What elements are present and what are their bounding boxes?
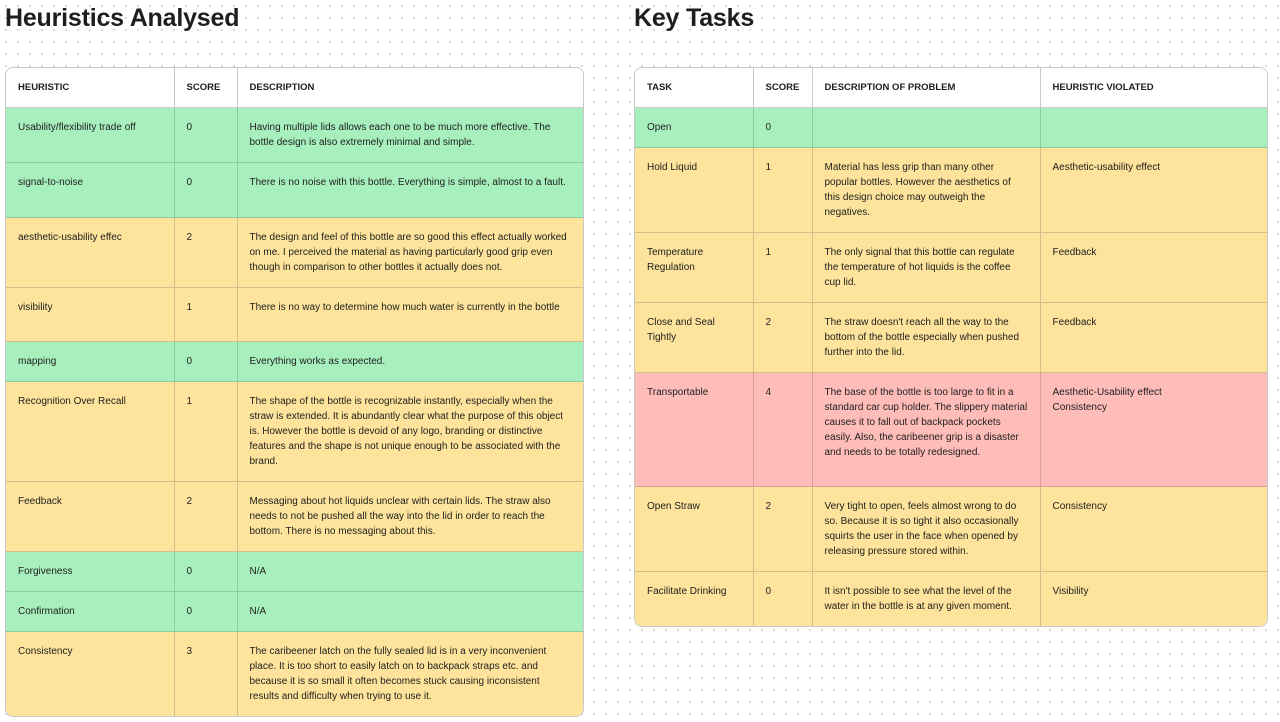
header-score: SCORE xyxy=(174,68,237,107)
header-description-of-problem: DESCRIPTION OF PROBLEM xyxy=(812,68,1040,107)
task-description: The only signal that this bottle can regulate the temperature of hot liquids is the coffee cup lid. xyxy=(812,232,1040,302)
tasks-header-row xyxy=(635,68,1267,107)
heuristic-description: Everything works as expected. xyxy=(237,341,583,381)
task-heuristic-violated: Feedback xyxy=(1040,302,1267,372)
heuristic-row[interactable] xyxy=(6,551,583,591)
heuristic-score: 2 xyxy=(174,481,237,551)
task-heuristic-violated: Consistency xyxy=(1040,486,1267,571)
task-row[interactable] xyxy=(635,147,1267,232)
task-score: 0 xyxy=(753,571,812,626)
heuristic-description: The caribeener latch on the fully sealed lid is in a very inconvenient place. It is too short to easily latch on to backpack straps etc. and because it is so small it often becomes stuck causing inconsistent results and difficulty when trying to use it. xyxy=(237,631,583,716)
heuristic-score: 1 xyxy=(174,287,237,341)
task-name: Hold Liquid xyxy=(635,147,753,232)
task-description: The base of the bottle is too large to fit in a standard car cup holder. The slippery material causes it to fall out of backpack pockets easily. Also, the caribeener grip is a disaster and needs to be totally redesigned. xyxy=(812,372,1040,486)
header-score: SCORE xyxy=(753,68,812,107)
task-name: Facilitate Drinking xyxy=(635,571,753,626)
heuristic-description: The shape of the bottle is recognizable instantly, especially when the straw is extended. It is abundantly clear what the purpose of this object is. However the bottle is devoid of any logo, branding or distinctive features and the shape is not unique enough to be associated with the brand. xyxy=(237,381,583,481)
heuristic-score: 0 xyxy=(174,162,237,217)
heuristic-row[interactable] xyxy=(6,287,583,341)
heuristic-description: Messaging about hot liquids unclear with certain lids. The straw also needs to not be pushed all the way into the lid in order to reach the bottom. There is no messaging about this. xyxy=(237,481,583,551)
heuristic-row[interactable] xyxy=(6,631,583,716)
heuristics-title: Heuristics Analysed xyxy=(5,4,240,32)
task-description xyxy=(812,107,1040,147)
heuristic-score: 3 xyxy=(174,631,237,716)
task-heuristic-violated: Visibility xyxy=(1040,571,1267,626)
heuristic-row[interactable] xyxy=(6,162,583,217)
task-row[interactable] xyxy=(635,486,1267,571)
task-heuristic-violated xyxy=(1040,107,1267,147)
heuristics-table-card xyxy=(5,67,584,717)
tasks-table xyxy=(635,68,1267,626)
task-row[interactable] xyxy=(635,232,1267,302)
heuristic-name: aesthetic-usability effec xyxy=(6,217,174,287)
task-description: Very tight to open, feels almost wrong to do so. Because it is so tight it also occasionally squirts the user in the face when opened by releasing pressure stored within. xyxy=(812,486,1040,571)
header-heuristic: HEURISTIC xyxy=(6,68,174,107)
task-description: It isn't possible to see what the level of the water in the bottle is at any given moment. xyxy=(812,571,1040,626)
task-row[interactable] xyxy=(635,571,1267,626)
heuristic-score: 0 xyxy=(174,107,237,162)
task-name: Transportable xyxy=(635,372,753,486)
task-heuristic-violated: Feedback xyxy=(1040,232,1267,302)
heuristic-name: Feedback xyxy=(6,481,174,551)
task-row[interactable] xyxy=(635,107,1267,147)
heuristic-name: mapping xyxy=(6,341,174,381)
task-heuristic-violated: Aesthetic-usability effect xyxy=(1040,147,1267,232)
heuristic-description: N/A xyxy=(237,591,583,631)
task-row[interactable] xyxy=(635,372,1267,486)
heuristic-row[interactable] xyxy=(6,381,583,481)
heuristic-row[interactable] xyxy=(6,481,583,551)
task-score: 1 xyxy=(753,232,812,302)
task-name: Temperature Regulation xyxy=(635,232,753,302)
heuristic-description: There is no noise with this bottle. Everything is simple, almost to a fault. xyxy=(237,162,583,217)
heuristic-description: N/A xyxy=(237,551,583,591)
task-score: 2 xyxy=(753,302,812,372)
heuristic-name: Forgiveness xyxy=(6,551,174,591)
task-description: Material has less grip than many other popular bottles. However the aesthetics of this design choice may outweigh the negatives. xyxy=(812,147,1040,232)
heuristic-row[interactable] xyxy=(6,341,583,381)
heuristic-score: 0 xyxy=(174,591,237,631)
heuristic-score: 0 xyxy=(174,551,237,591)
heuristic-name: Recognition Over Recall xyxy=(6,381,174,481)
heuristic-score: 2 xyxy=(174,217,237,287)
task-heuristic-violated: Aesthetic-Usability effect Consistency xyxy=(1040,372,1267,486)
heuristic-description: There is no way to determine how much water is currently in the bottle xyxy=(237,287,583,341)
task-name: Close and Seal Tightly xyxy=(635,302,753,372)
heuristic-row[interactable] xyxy=(6,217,583,287)
heuristic-description: Having multiple lids allows each one to be much more effective. The bottle design is also extremely minimal and simple. xyxy=(237,107,583,162)
heuristic-name: Consistency xyxy=(6,631,174,716)
heuristic-name: signal-to-noise xyxy=(6,162,174,217)
heuristic-row[interactable] xyxy=(6,591,583,631)
task-name: Open xyxy=(635,107,753,147)
task-score: 4 xyxy=(753,372,812,486)
task-row[interactable] xyxy=(635,302,1267,372)
task-score: 0 xyxy=(753,107,812,147)
heuristic-name: Usability/flexibility trade off xyxy=(6,107,174,162)
heuristic-row[interactable] xyxy=(6,107,583,162)
tasks-table-card xyxy=(634,67,1268,627)
header-heuristic-violated: HEURISTIC VIOLATED xyxy=(1040,68,1267,107)
task-name: Open Straw xyxy=(635,486,753,571)
header-description: DESCRIPTION xyxy=(237,68,583,107)
heuristic-description: The design and feel of this bottle are so good this effect actually worked on me. I perceived the material as having particularly good grip even though in comparison to other bottles it actually does not. xyxy=(237,217,583,287)
task-description: The straw doesn't reach all the way to the bottom of the bottle especially when pushed further into the lid. xyxy=(812,302,1040,372)
heuristic-name: Confirmation xyxy=(6,591,174,631)
heuristic-score: 1 xyxy=(174,381,237,481)
heuristics-header-row xyxy=(6,68,583,107)
task-score: 2 xyxy=(753,486,812,571)
heuristics-table xyxy=(6,68,583,716)
tasks-title: Key Tasks xyxy=(634,4,755,32)
task-score: 1 xyxy=(753,147,812,232)
header-task: TASK xyxy=(635,68,753,107)
heuristic-score: 0 xyxy=(174,341,237,381)
heuristic-name: visibility xyxy=(6,287,174,341)
